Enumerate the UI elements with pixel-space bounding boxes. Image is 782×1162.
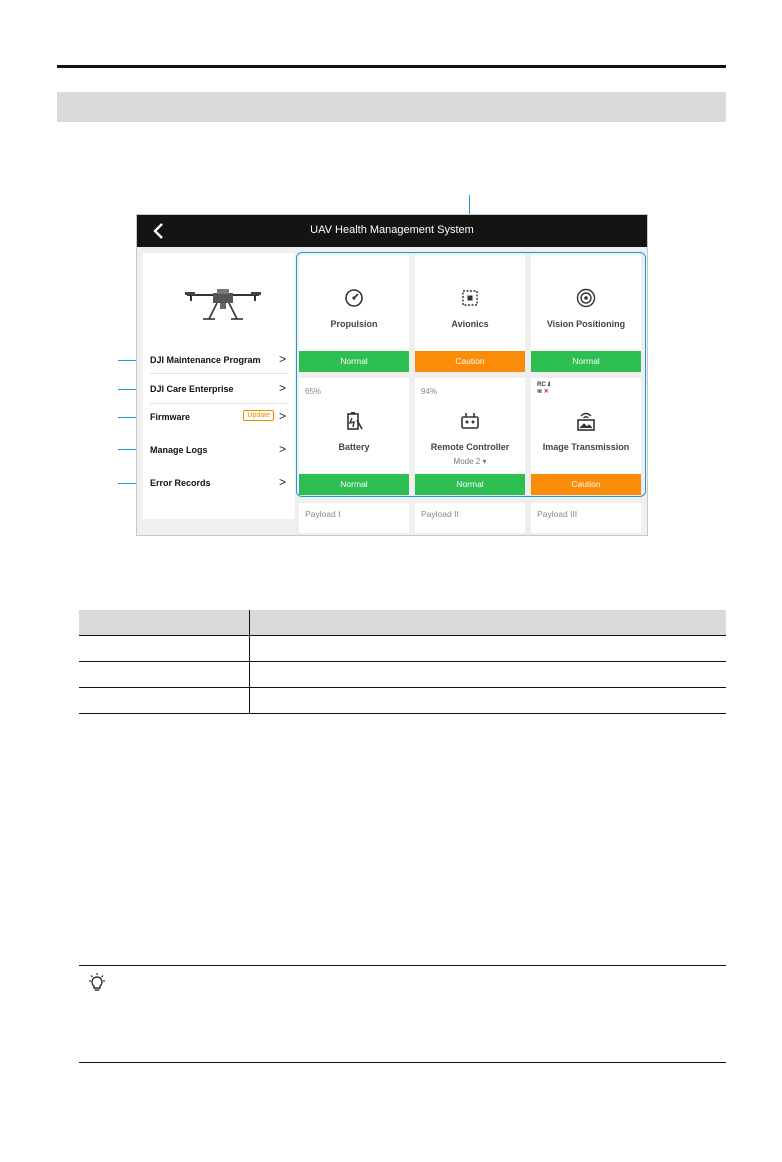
menu-care-enterprise[interactable] <box>150 380 288 400</box>
table-header-row <box>79 610 726 636</box>
payload-card-1[interactable] <box>299 503 409 533</box>
module-name: Remote Controller <box>430 442 510 452</box>
table-row <box>79 662 726 688</box>
section-header-bar <box>57 92 726 122</box>
header-rule <box>57 65 726 68</box>
caret-down-icon: ▾ <box>482 457 487 466</box>
menu-label: Error Records <box>150 478 211 488</box>
error-x-icon: ✕ <box>543 389 549 395</box>
menu-firmware[interactable] <box>150 408 288 428</box>
chevron-right-icon: > <box>278 381 286 395</box>
status-badge: Normal <box>299 474 409 495</box>
rc-percent: 94% <box>421 387 438 396</box>
app-screenshot <box>136 214 648 536</box>
table-cell <box>250 662 727 688</box>
divider <box>150 403 288 404</box>
payload-label: Payload I <box>305 509 341 519</box>
status-badge: Caution <box>415 351 525 372</box>
table-cell <box>79 662 250 688</box>
menu-manage-logs[interactable] <box>150 441 288 461</box>
signal-bars-icon: .ıl <box>547 382 550 388</box>
rc-mode-value: Mode 2 <box>453 457 481 466</box>
table-row <box>79 636 726 662</box>
payload-label: Payload III <box>537 509 578 519</box>
chevron-right-icon: > <box>278 442 286 456</box>
payload-label: Payload II <box>421 509 459 519</box>
table-row <box>79 688 726 714</box>
update-badge[interactable]: Update <box>243 410 274 421</box>
module-name: Avionics <box>451 319 489 329</box>
lightbulb-icon <box>86 972 108 994</box>
payload-card-2[interactable] <box>415 503 525 533</box>
table-cell <box>250 688 727 714</box>
menu-label: DJI Maintenance Program <box>150 355 261 365</box>
menu-label: Manage Logs <box>150 445 208 455</box>
chevron-right-icon: > <box>278 475 286 489</box>
module-name: Vision Positioning <box>546 319 626 329</box>
no-signal-icon: ≋ <box>537 389 543 395</box>
chevron-right-icon: > <box>278 409 286 423</box>
battery-percent: 65% <box>305 387 322 396</box>
table-cell <box>79 636 250 662</box>
drone-image <box>183 287 263 327</box>
menu-error-records[interactable] <box>150 474 288 494</box>
chevron-right-icon: > <box>278 352 286 366</box>
app-title: UAV Health Management System <box>310 224 474 236</box>
status-badge: Caution <box>531 474 641 495</box>
table-header-cell <box>79 610 250 636</box>
table-header-cell <box>250 610 727 636</box>
note-top-rule <box>79 965 726 966</box>
title-bar <box>137 215 647 247</box>
module-name: Battery <box>338 442 370 452</box>
menu-label: DJI Care Enterprise <box>150 384 234 394</box>
payload-card-3[interactable] <box>531 503 641 533</box>
divider <box>150 373 288 374</box>
table-cell <box>79 688 250 714</box>
status-badge: Normal <box>299 351 409 372</box>
left-panel <box>143 253 295 519</box>
menu-label: Firmware <box>150 412 191 422</box>
module-grid-highlight <box>296 252 646 497</box>
module-name: Propulsion <box>330 319 378 329</box>
signal-label: RC <box>537 382 546 388</box>
module-name: Image Transmission <box>542 442 630 452</box>
status-badge: Normal <box>415 474 525 495</box>
note-bottom-rule <box>79 1062 726 1063</box>
status-table <box>79 610 726 714</box>
table-cell <box>250 636 727 662</box>
menu-maintenance-program[interactable] <box>150 351 288 371</box>
status-badge: Normal <box>531 351 641 372</box>
